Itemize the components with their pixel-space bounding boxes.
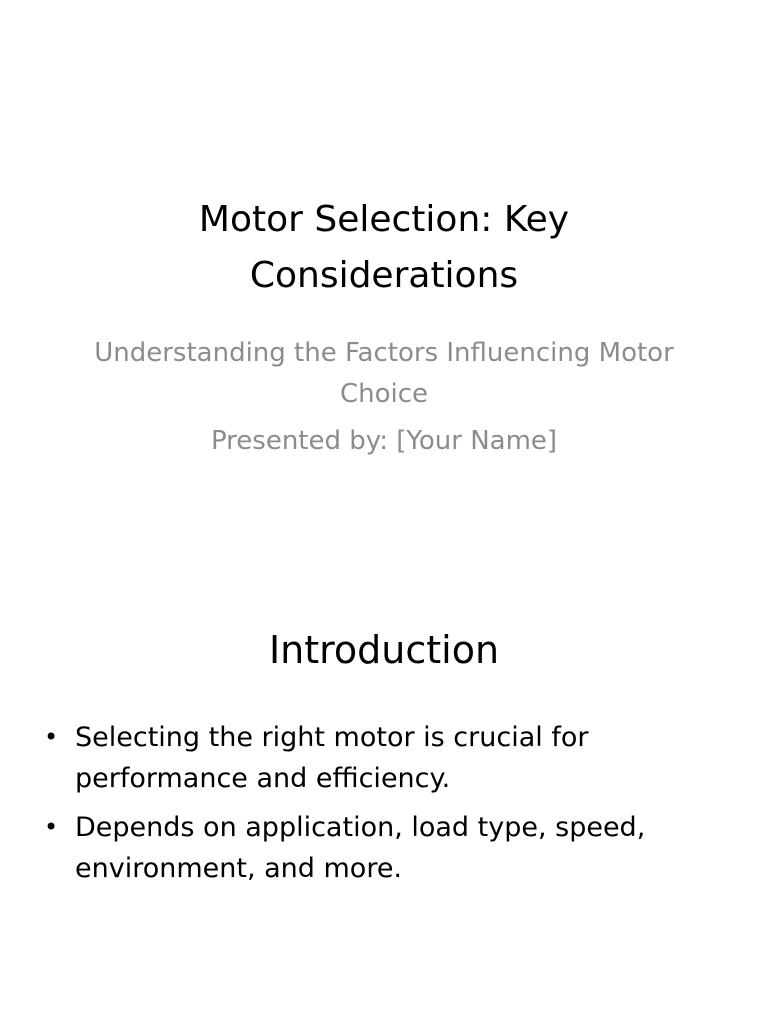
slide-heading: Introduction	[268, 628, 500, 672]
bullet-item	[38, 807, 708, 889]
presenter-line: Presented by: [Your Name]	[210, 426, 558, 456]
bullet-text: Selecting the right motor is crucial for performance and efficiency.	[75, 722, 589, 794]
slide-subtitle	[60, 333, 708, 462]
slide-title: Motor Selection: Key Considerations	[198, 199, 570, 296]
bullet-icon: •	[44, 813, 59, 841]
bullet-text: Depends on application, load type, speed, environment, and more.	[75, 812, 646, 884]
bullet-item	[38, 717, 708, 799]
introduction-slide	[0, 512, 768, 1024]
subtitle-line: Understanding the Factors Influencing Motor Choice	[94, 338, 674, 409]
bullet-list	[38, 717, 708, 897]
bullet-icon: •	[44, 723, 59, 751]
